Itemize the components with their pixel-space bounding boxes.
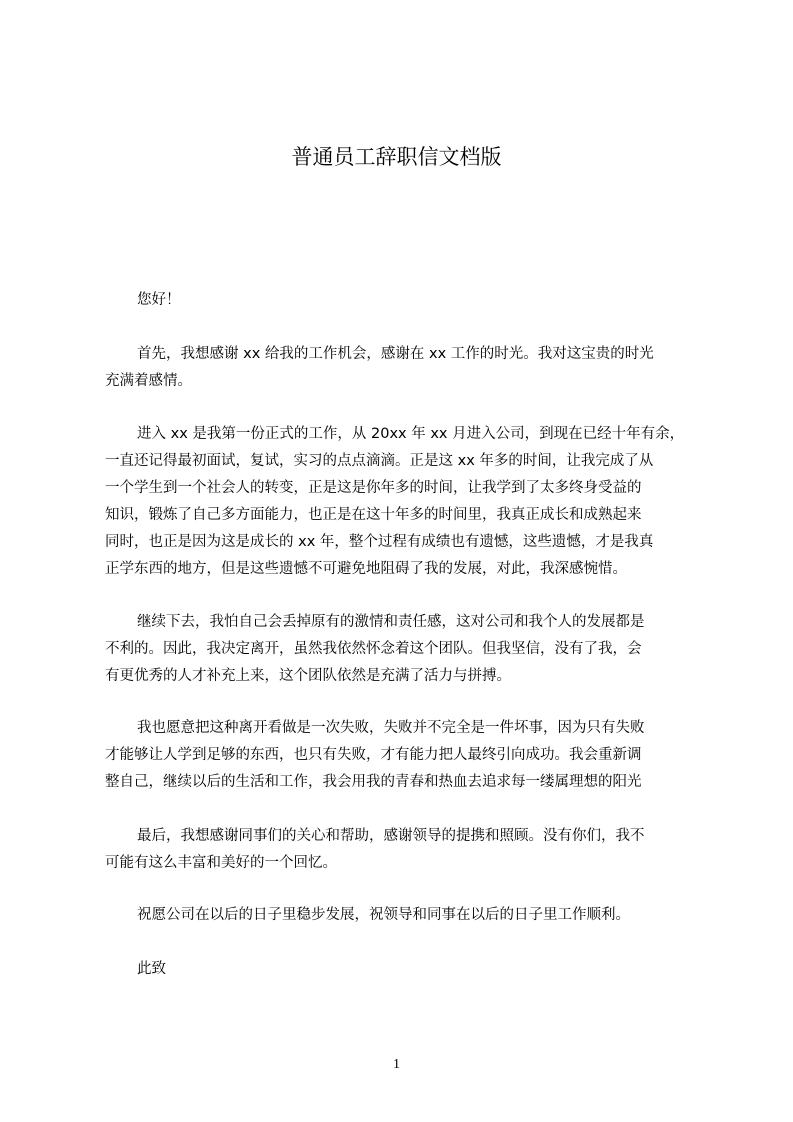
paragraph-line: 整自己，继续以后的生活和工作，我会用我的青春和热血去追求每一缕属理想的阳光 (105, 774, 642, 790)
paragraph-line: 充满着感情。 (105, 373, 192, 389)
paragraph-line: 首先，我想感谢 xx 给我的工作机会，感谢在 xx 工作的时光。我对这宝贵的时光 (137, 346, 654, 362)
page-number: 1 (393, 1057, 400, 1072)
paragraph-line: 知识，锻炼了自己多方面能力，也正是在这十年多的时间里，我真正成长和成熟起来 (105, 507, 642, 523)
page-title: 普通员工辞职信文档版 (291, 145, 502, 169)
paragraph-line: 不利的。因此，我决定离开，虽然我依然怀念着这个团队。但我坚信，没有了我，会 (105, 641, 642, 657)
greeting: 您好！ (137, 292, 181, 308)
paragraph-line: 一直还记得最初面试，复试，实习的点点滴滴。正是这 xx 年多的时间，让我完成了从 (105, 453, 654, 469)
paragraph-line: 有更优秀的人才补充上来，这个团队依然是充满了活力与拼搏。 (105, 668, 511, 684)
paragraph-line: 才能够让人学到足够的东西，也只有失败，才有能力把人最终引向成功。我会重新调 (105, 747, 642, 763)
paragraph-line: 一个学生到一个社会人的转变，正是这是你年多的时间，让我学到了太多终身受益的 (105, 480, 642, 496)
paragraph-line: 同时，也正是因为这是成长的 xx 年，整个过程有成绩也有遗憾，这些遗憾，才是我真 (105, 534, 654, 550)
paragraph-line: 进入 xx 是我第一份正式的工作，从 20xx 年 xx 月进入公司，到现在已经十年有余， (137, 426, 685, 442)
paragraph-line: 可能有这么丰富和美好的一个回忆。 (105, 855, 337, 871)
paragraph-line: 祝愿公司在以后的日子里稳步发展，祝领导和同事在以后的日子里工作顺利。 (137, 907, 630, 923)
paragraph-line: 我也愿意把这种离开看做是一次失败，失败并不完全是一件坏事，因为只有失败 (137, 720, 645, 736)
closing: 此致 (137, 961, 166, 977)
paragraph-line: 正学东西的地方，但是这些遗憾不可避免地阻碍了我的发展，对此，我深感惋惜。 (105, 561, 627, 577)
paragraph-line: 继续下去，我怕自己会丢掉原有的激情和责任感，这对公司和我个人的发展都是 (137, 614, 645, 630)
paragraph-line: 最后，我想感谢同事们的关心和帮助，感谢领导的提携和照顾。没有你们，我不 (137, 828, 645, 844)
